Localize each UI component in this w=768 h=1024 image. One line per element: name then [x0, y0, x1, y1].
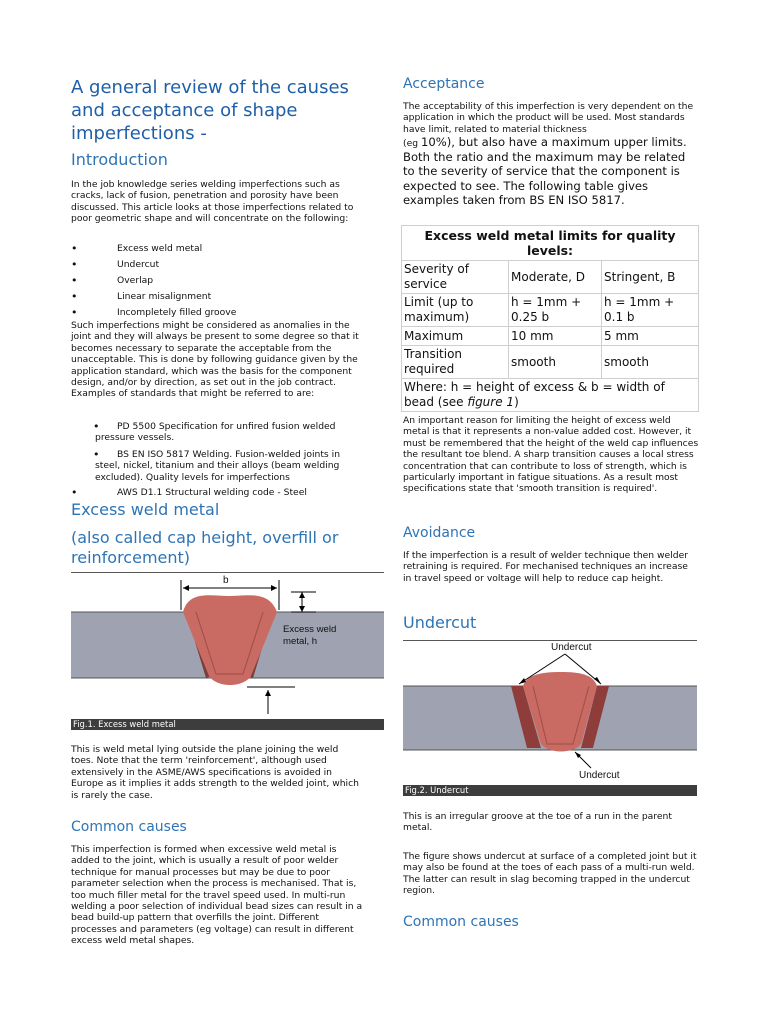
table-cell: Moderate, D [509, 261, 602, 294]
table-cell: 5 mm [602, 327, 699, 346]
intro-heading: Introduction [71, 150, 168, 169]
list-item: • Undercut [71, 259, 361, 270]
figure-label-undercut-top: Undercut [551, 642, 592, 653]
page-title: A general review of the causes and acceptance of shape imperfections - [71, 77, 349, 144]
acceptance-paragraph-prefix: (eg [403, 138, 421, 149]
table-cell: Maximum [402, 327, 509, 346]
standards-intro-paragraph: Such imperfections might be considered as anomalies in the joint and they will always be present to some degree so that it becomes necessary to separate the acceptable from the unacceptable. This is done by following guidance given by the application standard, which was the basis for the component design, and/or by direction, as set out in the job contract. Examples of standards that might be referred to are: [71, 320, 359, 400]
excess-weld-heading: Excess weld metal [71, 500, 220, 519]
list-item: • BS EN ISO 5817 Welding. Fusion-welded joints in steel, nickel, titanium and their alloys (beam welding excluded). Quality levels for imperfections [71, 449, 361, 483]
table-row [402, 346, 699, 379]
avoidance-heading: Avoidance [403, 525, 476, 541]
excess-description: This is weld metal lying outside the plane joining the weld toes. Note that the term 'reinforcement', although used extensively in the ASME/AWS specifications is avoided in Europe as it implies it adds strength to the welded joint, which is rarely the case. [71, 744, 359, 801]
table-cell: smooth [509, 346, 602, 379]
undercut-diagram [403, 640, 697, 786]
imperfection-list [71, 243, 361, 318]
table-cell: smooth [602, 346, 699, 379]
figure-reference: figure 1 [467, 395, 515, 409]
table-row [402, 261, 699, 294]
standards-list [71, 421, 361, 498]
table-cell: Stringent, B [602, 261, 699, 294]
table-cell: 10 mm [509, 327, 602, 346]
list-item: • Linear misalignment [71, 291, 361, 302]
figure-undercut [403, 640, 697, 800]
undercut-heading: Undercut [403, 613, 477, 632]
undercut-definition: This is an irregular groove at the toe of a run in the parent metal. [403, 811, 672, 834]
figure-caption: Fig.2. Undercut [403, 785, 697, 796]
list-item: • Incompletely filled groove [71, 307, 361, 318]
list-item: • Excess weld metal [71, 243, 361, 254]
common-causes-heading: Common causes [71, 819, 187, 835]
avoidance-paragraph: If the imperfection is a result of welder technique then welder retraining is required. For mechanised techniques an increase in travel speed or voltage will help to reduce cap height. [403, 550, 689, 584]
intro-paragraph: In the job knowledge series welding imperfections such as cracks, lack of fusion, penetration and porosity have been discussed. This article looks at those imperfections related to poor geometric shape and will concentrate on the following: [71, 179, 354, 225]
table-footer-text: Where: h = height of excess & b = width of bead (see [404, 380, 665, 409]
table-title: Excess weld metal limits for quality levels: [402, 226, 699, 261]
figure-label-b: b [223, 575, 229, 586]
table-cell: h = 1mm + 0.1 b [602, 294, 699, 327]
figure-label-excess: Excess weld metal, h [283, 624, 337, 647]
table-footer [402, 379, 699, 412]
list-item: • AWS D1.1 Structural welding code - Steel [71, 487, 361, 498]
table-row [402, 379, 699, 412]
after-table-paragraph: An important reason for limiting the height of excess weld metal is that it represents a non-value added cost. However, it must be remembered that the height of the weld cap influences the resultant toe blend. A sharp transition causes a local stress concentration that can contribute to loss of strength, which is particularly important in fatigue situations. As a result most specifications state that 'smooth transition is required'. [403, 415, 699, 495]
excess-weld-subheading: (also called cap height, overfill or reinforcement) [71, 528, 339, 567]
undercut-description: The figure shows undercut at surface of a completed joint but it may also be found at the toes of each pass of a multi-run weld. The latter can result in slag becoming trapped in the undercut region. [403, 851, 697, 897]
table-row [402, 294, 699, 327]
figure-label-undercut-bottom: Undercut [579, 770, 620, 781]
table-cell: Severity of service [402, 261, 509, 294]
table-cell: Transition required [402, 346, 509, 379]
list-item: • PD 5500 Specification for unfired fusion welded pressure vessels. [71, 421, 361, 444]
excess-limits-table [401, 225, 699, 412]
acceptance-paragraph-small: The acceptability of this imperfection is very dependent on the application in which the product will be used. Most standards have limit, related to material thickness [403, 101, 694, 135]
table-footer-suffix: ) [514, 395, 519, 409]
list-item: • Overlap [71, 275, 361, 286]
acceptance-paragraph [403, 135, 698, 208]
common-causes-paragraph: This imperfection is formed when excessive weld metal is added to the joint, which is usually a result of poor welder technique for manual processes but may be due to poor parameter selection when the process is mechanised. That is, too much filler metal for the travel speed used. In multi-run welding a poor selection of individual bead sizes can result in a bead build-up pattern that overfills the joint. Different processes and parameters (eg voltage) can result in different excess weld metal shapes. [71, 844, 363, 947]
table-cell: Limit (up to maximum) [402, 294, 509, 327]
acceptance-paragraph-main: 10%), but also have a maximum upper limits. Both the ratio and the maximum may be related to the severity of service that the component is expected to see. The following table gives examples taken from BS EN ISO 5817. [403, 135, 687, 207]
figure-excess-weld [71, 572, 384, 732]
figure-caption: Fig.1. Excess weld metal [71, 719, 384, 730]
common-causes-heading-2: Common causes [403, 914, 519, 930]
table-cell: h = 1mm + 0.25 b [509, 294, 602, 327]
acceptance-heading: Acceptance [403, 76, 485, 92]
table-row [402, 327, 699, 346]
